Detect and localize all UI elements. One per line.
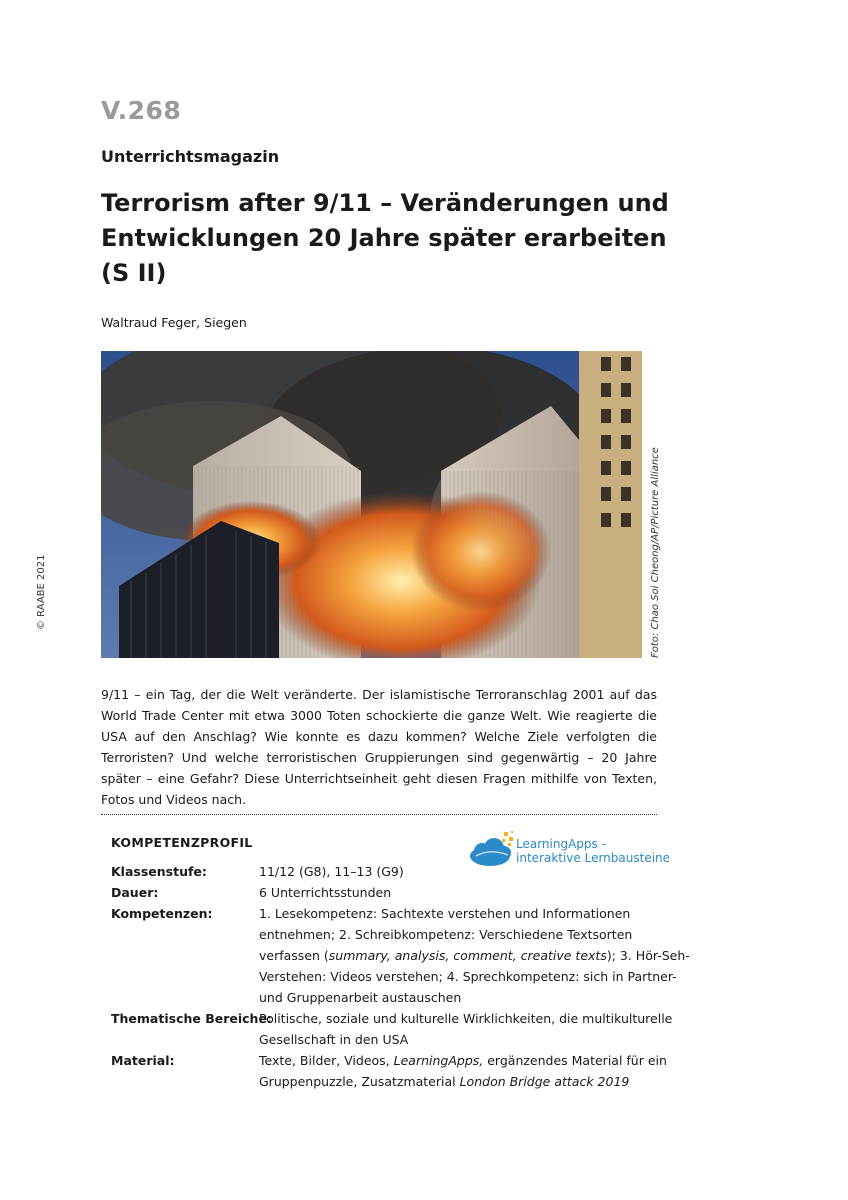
klassenstufe-value: 11/12 (G8), 11–13 (G9) <box>259 864 404 879</box>
copyright-note: © RAABE 2021 <box>36 554 47 630</box>
volume-number: V.268 <box>101 96 182 125</box>
dotted-divider <box>101 814 657 815</box>
italic-text-run: London Bridge attack 2019 <box>459 1074 630 1089</box>
kompetenzen-line <box>259 945 690 966</box>
title-line: (S II) <box>101 259 167 287</box>
material-label: Material: <box>111 1053 175 1068</box>
thematische-line: Politische, soziale und kulturelle Wirklichkeiten, die multikulturelle <box>259 1011 673 1026</box>
material-value <box>259 1050 667 1092</box>
title-line: Terrorism after 9/11 – Veränderungen und <box>101 189 669 217</box>
kompetenzen-line: 1. Lesekompetenz: Sachtexte verstehen und Informationen <box>259 906 631 921</box>
italic-text-run: LearningApps, <box>393 1053 484 1068</box>
author: Waltraud Feger, Siegen <box>101 315 247 330</box>
italic-text-run: summary, analysis, comment, creative texts <box>328 948 607 963</box>
material-line <box>259 1050 667 1071</box>
logo-line: interaktive Lernbausteine <box>516 851 671 865</box>
kompetenzen-label: Kompetenzen: <box>111 906 213 921</box>
logo-line: LearningApps - <box>516 837 606 851</box>
intro-paragraph: 9/11 – ein Tag, der die Welt veränderte. Der islamistische Terroranschlag 2001 auf das World Trade Center mit etwa 3000 Toten schockierte die ganze Welt. Wie reagierte die USA auf den Anschlag? Wie konnte es dazu kommen? Welche Ziele verfolgten die Terroristen? Und welche terroristischen Gruppierungen sind gegenwärtig – 20 Jahre später – eine Gefahr? Diese Unterrichtseinheit geht diesen Fragen mithilfe von Texten, Fotos und Videos nach. <box>101 687 657 807</box>
text-run: verfassen ( <box>259 948 329 963</box>
text-run: ergänzendes Material für ein <box>483 1053 667 1068</box>
kompetenzen-line: Verstehen: Videos verstehen; 4. Sprechkompetenz: sich in Partner- <box>259 969 677 984</box>
series-name: Unterrichtsmagazin <box>101 147 280 166</box>
text-run: Texte, Bilder, Videos, <box>259 1053 394 1068</box>
dauer-label: Dauer: <box>111 885 159 900</box>
klassenstufe-label: Klassenstufe: <box>111 864 207 879</box>
photo-credit: Foto: Chao Soi Cheong/AP/Picture Alliance <box>650 447 661 658</box>
kompetenzen-line: entnehmen; 2. Schreibkompetenz: Verschiedene Textsorten <box>259 927 633 942</box>
cover-photo <box>101 351 642 658</box>
kompetenzen-line: und Gruppenarbeit austauschen <box>259 990 462 1005</box>
text-run: ); 3. Hör-Seh- <box>606 948 690 963</box>
cover-photo-illustration <box>101 351 642 658</box>
title-line: Entwicklungen 20 Jahre später erarbeiten <box>101 224 667 252</box>
page-title <box>101 186 669 291</box>
thematische-line: Gesellschaft in den USA <box>259 1032 409 1047</box>
material-line <box>259 1071 659 1092</box>
thematische-value <box>259 1008 673 1050</box>
text-run: Gruppenpuzzle, Zusatzmaterial <box>259 1074 460 1089</box>
kompetenzen-value <box>259 903 690 1008</box>
thematische-label: Thematische Bereiche: <box>111 1011 272 1026</box>
profile-heading: KOMPETENZPROFIL <box>111 835 253 850</box>
dauer-value: 6 Unterrichtsstunden <box>259 885 392 900</box>
